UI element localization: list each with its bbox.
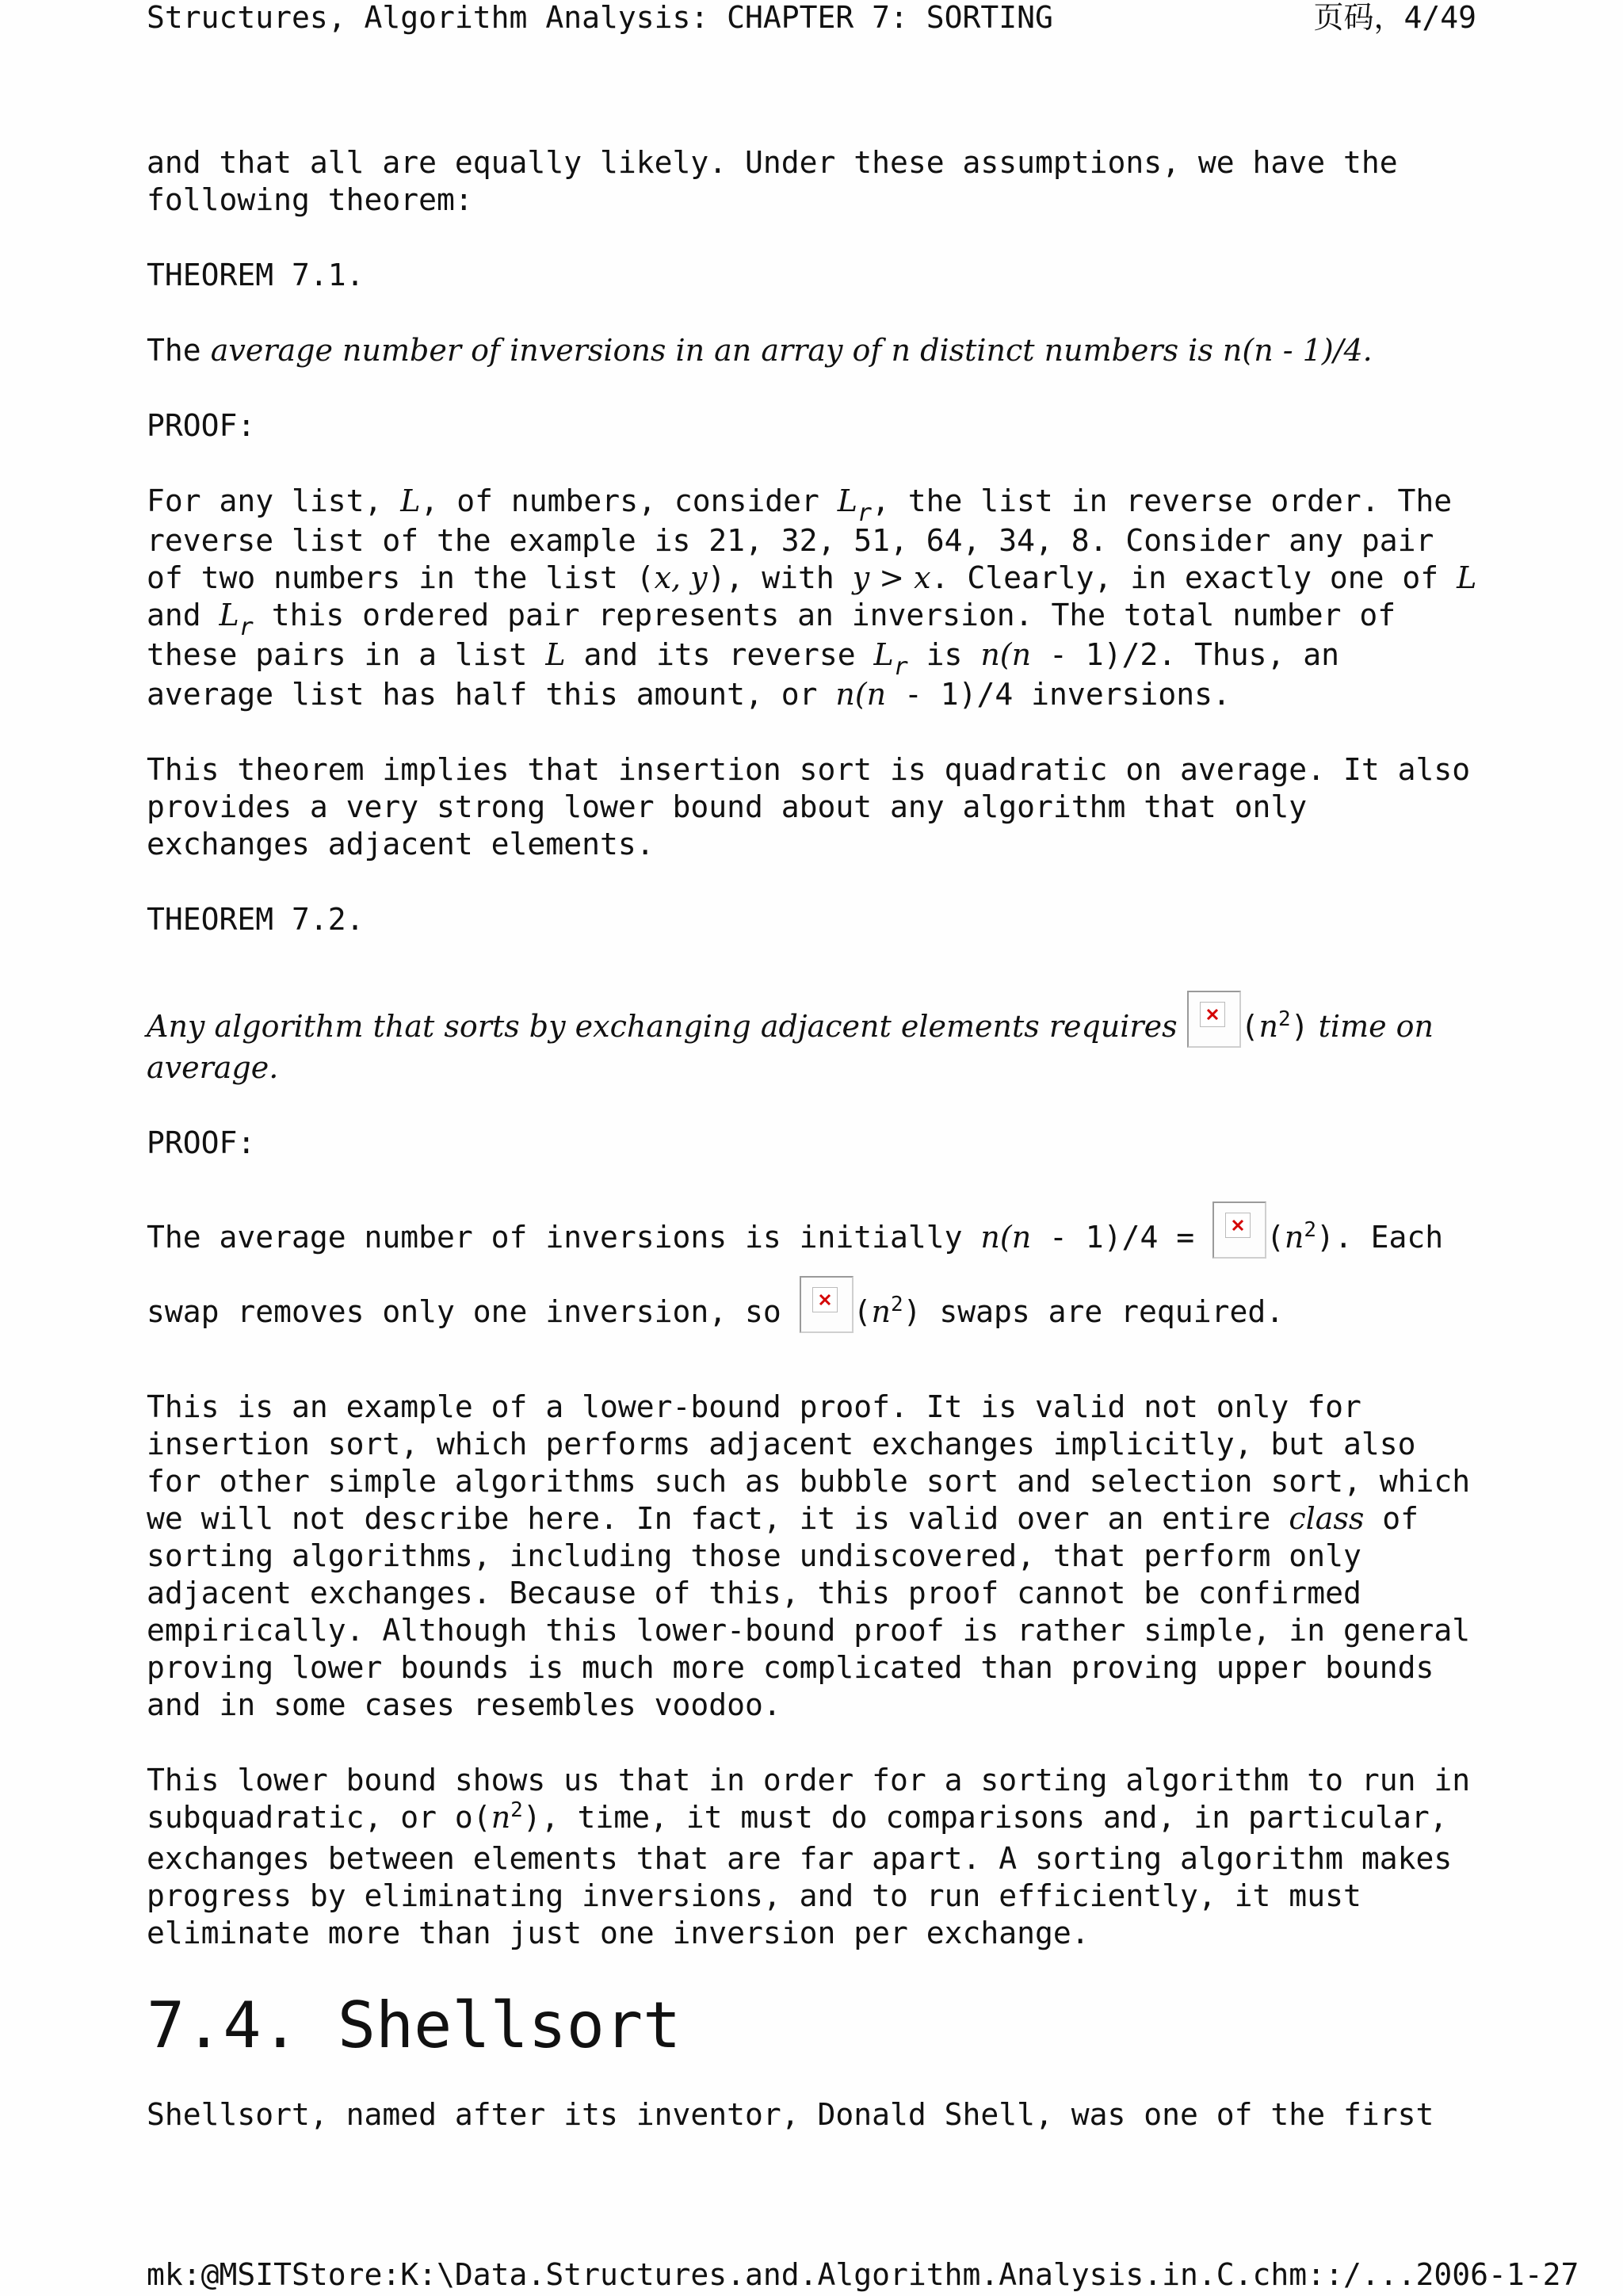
theorem-7-1-the: The <box>147 333 201 368</box>
proof-2-text-a: The average number of inversions is initially <box>147 1220 981 1255</box>
proof-2-text-d: ) swaps are required. <box>903 1294 1285 1329</box>
proof-2-var-n-2: n <box>871 1294 891 1329</box>
theorem-7-2-paren-close: ) <box>1290 1009 1309 1044</box>
paragraph-shellsort-intro: Shellsort, named after its inventor, Donald Shell, was one of the first <box>147 2097 1434 2132</box>
proof-2-paren-open-1: ( <box>1266 1220 1285 1255</box>
proof-1-var-n: n(n <box>980 637 1032 672</box>
proof-2-label: PROOF: <box>147 1125 256 1160</box>
proof-2-text-c: ). Each swap removes only one inversion, so <box>147 1220 1444 1329</box>
theorem-7-2-paren-open: ( <box>1240 1009 1259 1044</box>
paragraph-lower-bound-class: class <box>1289 1501 1365 1536</box>
proof-1-var-l-2: L <box>1457 560 1477 595</box>
theorem-7-1-label: THEOREM 7.1. <box>147 258 365 292</box>
proof-2-text-b: - 1)/4 = <box>1031 1220 1212 1255</box>
proof-2-var-n: n(n <box>980 1220 1032 1255</box>
proof-1-subscript-r: r <box>857 499 873 527</box>
proof-1-body <box>147 483 1478 713</box>
proof-1-text-b: , of numbers, consider <box>420 483 838 518</box>
theorem-7-2-text-b: time on average. <box>147 1009 1434 1085</box>
theorem-7-1-text: average number of inversions in an array of n distinct numbers is n(n - 1)/4. <box>200 333 1373 368</box>
document-body <box>147 144 1478 2172</box>
footer-date: 2006-1-27 <box>1415 2257 1579 2292</box>
paragraph-lower-bound-proof <box>147 1389 1478 1724</box>
paragraph-subquadratic-exponent: 2 <box>510 1798 523 1822</box>
broken-image-icon <box>800 1276 854 1333</box>
broken-image-icon <box>1187 991 1241 1048</box>
broken-image-icon <box>1212 1201 1266 1259</box>
proof-1-text-a: For any list, <box>147 483 401 518</box>
proof-1-var-lr-3: L <box>873 637 894 672</box>
proof-1-text-f: and <box>147 598 220 632</box>
paragraph-intro: and that all are equally likely. Under these assumptions, we have the following theorem: <box>147 145 1398 217</box>
proof-1-text-e: . Clearly, in exactly one of <box>930 560 1457 595</box>
proof-1-text-k: - 1)/4 inversions. <box>886 677 1231 712</box>
proof-2-exponent-2: 2 <box>890 1293 903 1316</box>
proof-2-paren-open-2: ( <box>853 1294 872 1329</box>
proof-1-text-j: - 1)/2. Thus, an average list has half this amount, or <box>147 637 1340 712</box>
proof-1-label: PROOF: <box>147 408 256 443</box>
paragraph-subquadratic-var-n: n <box>491 1800 511 1835</box>
proof-1-var-n-2: n(n <box>835 677 887 712</box>
theorem-7-2-var-n: n <box>1258 1009 1279 1044</box>
proof-1-text-c: , the list in reverse order. The reverse list of the example is 21, 32, 51, 64, 34, 8. Consider any pair of two numbers in the list ( <box>147 483 1453 595</box>
proof-1-var-ygx: y > x <box>852 560 931 595</box>
proof-2-body <box>147 1201 1478 1350</box>
theorem-7-2-text-a: Any algorithm that sorts by exchanging adjacent elements requires <box>147 1009 1187 1044</box>
paragraph-lower-bound-text-a: This is an example of a lower-bound proof. It is valid not only for insertion sort, which performs adjacent exchanges implicitly, but also for other simple algorithms such as bubble sort and selection sort, which we will not describe here. In fact, it is valid over an entire <box>147 1389 1471 1536</box>
theorem-7-1-statement <box>147 332 1478 369</box>
proof-1-var-lr: L <box>837 483 857 518</box>
paragraph-subquadratic-text-a: This lower bound shows us that in order for a sorting algorithm to run in subquadratic, or o( <box>147 1763 1471 1835</box>
proof-1-subscript-r-2: r <box>239 613 254 641</box>
page-header <box>147 0 1476 35</box>
paragraph-theorem-implication: This theorem implies that insertion sort is quadratic on average. It also provides a very strong lower bound about any algorithm that only exchanges adjacent elements. <box>147 752 1471 861</box>
proof-1-var-l-3: L <box>545 637 566 672</box>
proof-1-text-g: this ordered pair represents an inversion. The total number of these pairs in a list <box>147 598 1396 672</box>
theorem-7-2-label: THEOREM 7.2. <box>147 902 365 937</box>
paragraph-subquadratic <box>147 1762 1478 1952</box>
theorem-7-2-statement <box>147 991 1478 1087</box>
proof-1-text-d: ), with <box>707 560 853 595</box>
proof-2-var-n-1: n <box>1284 1220 1304 1255</box>
proof-1-text-h: and its reverse <box>565 637 874 672</box>
header-page-label: 页码，4/49 <box>1313 0 1476 35</box>
proof-1-var-xy: x, y <box>654 560 708 595</box>
proof-1-subscript-r-3: r <box>893 653 908 681</box>
paragraph-subquadratic-text-b: ), time, it must do comparisons and, in particular, exchanges between elements that are far apart. A sorting algorithm makes progress by eliminating inversions, and to run efficiently, it must eliminate more than just one inversion per exchange. <box>147 1800 1453 1950</box>
proof-1-var-l: L <box>400 483 421 518</box>
paragraph-lower-bound-text-b: of sorting algorithms, including those undiscovered, that perform only adjacent exchanges. Because of this, this proof cannot be confirmed empirically. Although this lower-bound proof is rather simple, in general proving lower bounds is much more complicated than proving upper bounds and in some cases resembles voodoo. <box>147 1501 1471 1722</box>
page-footer <box>147 2257 1579 2292</box>
proof-1-var-lr-2: L <box>219 598 239 632</box>
section-title-shellsort: 7.4. Shellsort <box>147 1988 682 2062</box>
proof-2-exponent-1: 2 <box>1304 1218 1316 1242</box>
proof-1-text-i: is <box>907 637 981 672</box>
header-title: Structures, Algorithm Analysis: CHAPTER 7: SORTING <box>147 0 1053 35</box>
footer-source-path: mk:@MSITStore:K:\Data.Structures.and.Algorithm.Analysis.in.C.chm::/... <box>147 2257 1416 2292</box>
theorem-7-2-exponent: 2 <box>1278 1007 1291 1031</box>
